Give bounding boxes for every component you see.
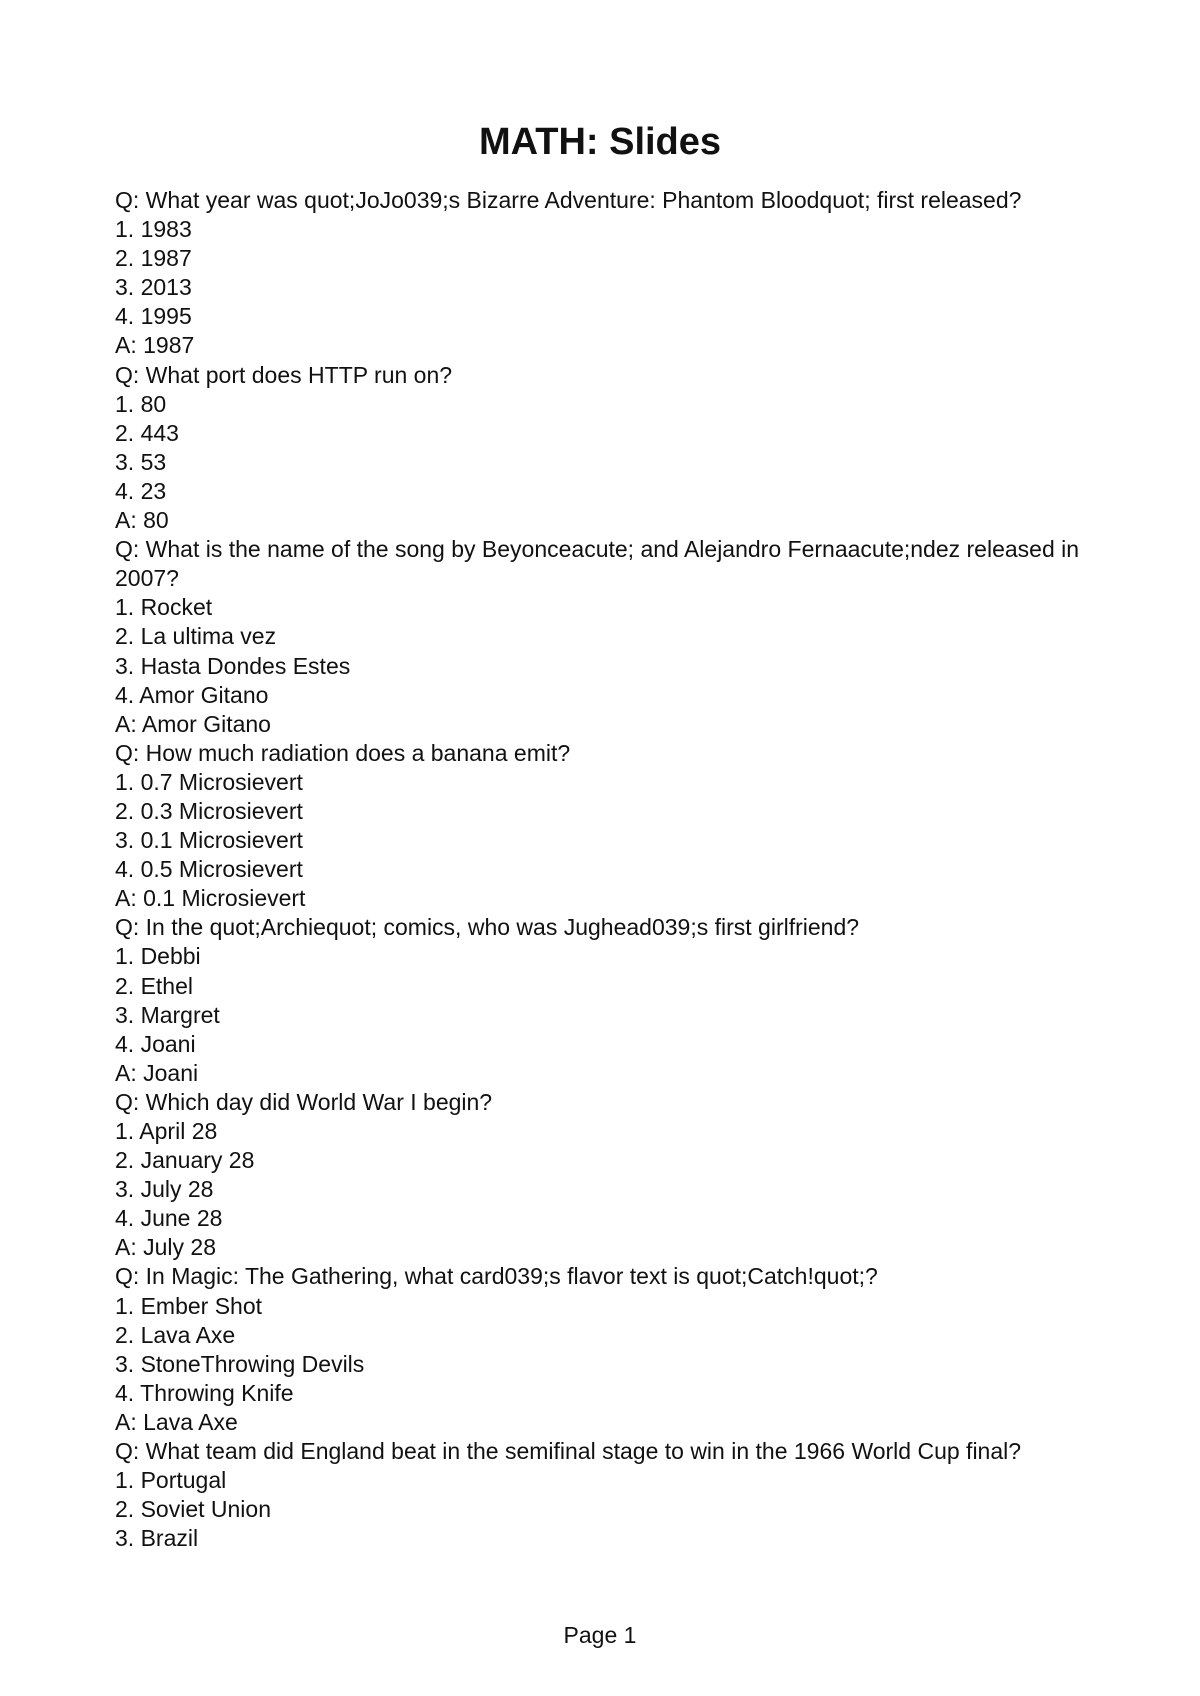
correct-answer: A: 1987	[115, 332, 195, 359]
answer-option: 2. Soviet Union	[115, 1496, 271, 1523]
question-text: Q: In Magic: The Gathering, what card039;s flavor text is quot;Catch!quot;?	[115, 1263, 878, 1290]
answer-option: 1. 0.7 Microsievert	[115, 768, 303, 795]
question-text: Q: What port does HTTP run on?	[115, 361, 453, 388]
answer-option: 2. 1987	[115, 245, 192, 272]
answer-option: 1. April 28	[115, 1118, 218, 1144]
answer-option: 3. 53	[115, 448, 167, 475]
correct-answer: A: 0.1 Microsievert	[115, 885, 306, 912]
answer-option: 2. Ethel	[115, 972, 193, 999]
answer-option: 1. Portugal	[115, 1467, 227, 1494]
answer-option: 4. Throwing Knife	[115, 1379, 294, 1406]
correct-answer: A: Amor Gitano	[115, 710, 271, 737]
document-title: MATH: Slides	[478, 121, 722, 163]
page-number: Page 1	[563, 1622, 637, 1648]
answer-option: 2. Lava Axe	[115, 1321, 236, 1348]
answer-option: 3. Margret	[115, 1001, 220, 1028]
answer-option: 2. La ultima vez	[115, 623, 277, 650]
answer-option: 1. Debbi	[115, 943, 201, 970]
answer-option: 1. Rocket	[115, 594, 213, 621]
question-text: Q: What year was quot;JoJo039;s Bizarre Adventure: Phantom Bloodquot; first released?	[115, 187, 1022, 213]
answer-option: 4. Joani	[115, 1030, 196, 1057]
answer-option: 3. 0.1 Microsievert	[115, 827, 303, 854]
quiz-content	[115, 186, 1095, 1553]
answer-option: 4. 0.5 Microsievert	[115, 856, 303, 883]
answer-option: 3. July 28	[115, 1176, 214, 1203]
answer-option: 1. 1983	[115, 216, 192, 243]
answer-option: 2. 0.3 Microsievert	[115, 797, 303, 824]
correct-answer: A: July 28	[115, 1234, 216, 1261]
question-text: Q: In the quot;Archiequot; comics, who was Jughead039;s first girlfriend?	[115, 914, 860, 941]
answer-option: 2. January 28	[115, 1147, 255, 1174]
answer-option: 1. 80	[115, 390, 167, 417]
correct-answer: A: Joani	[115, 1059, 199, 1086]
answer-option: 3. Brazil	[115, 1525, 199, 1552]
correct-answer: A: Lava Axe	[115, 1408, 238, 1435]
answer-option: 4. 23	[115, 477, 167, 504]
correct-answer: A: 80	[115, 507, 169, 534]
question-text: Q: How much radiation does a banana emit?	[115, 739, 571, 766]
question-text: Q: What team did England beat in the semifinal stage to win in the 1966 World Cup final?	[115, 1438, 1022, 1465]
answer-option: 4. June 28	[115, 1205, 223, 1232]
answer-option: 4. 1995	[115, 303, 192, 330]
question-text: Q: Which day did World War I begin?	[115, 1088, 493, 1115]
answer-option: 1. Ember Shot	[115, 1292, 263, 1319]
answer-option: 3. 2013	[115, 274, 192, 301]
answer-option: 4. Amor Gitano	[115, 681, 269, 708]
answer-option: 2. 443	[115, 419, 179, 446]
answer-option: 3. Hasta Dondes Estes	[115, 652, 351, 679]
question-text: Q: What is the name of the song by Beyonceacute; and Alejandro Fernaacute;ndez released in 2007?	[115, 536, 1080, 592]
answer-option: 3. StoneThrowing Devils	[115, 1350, 365, 1377]
